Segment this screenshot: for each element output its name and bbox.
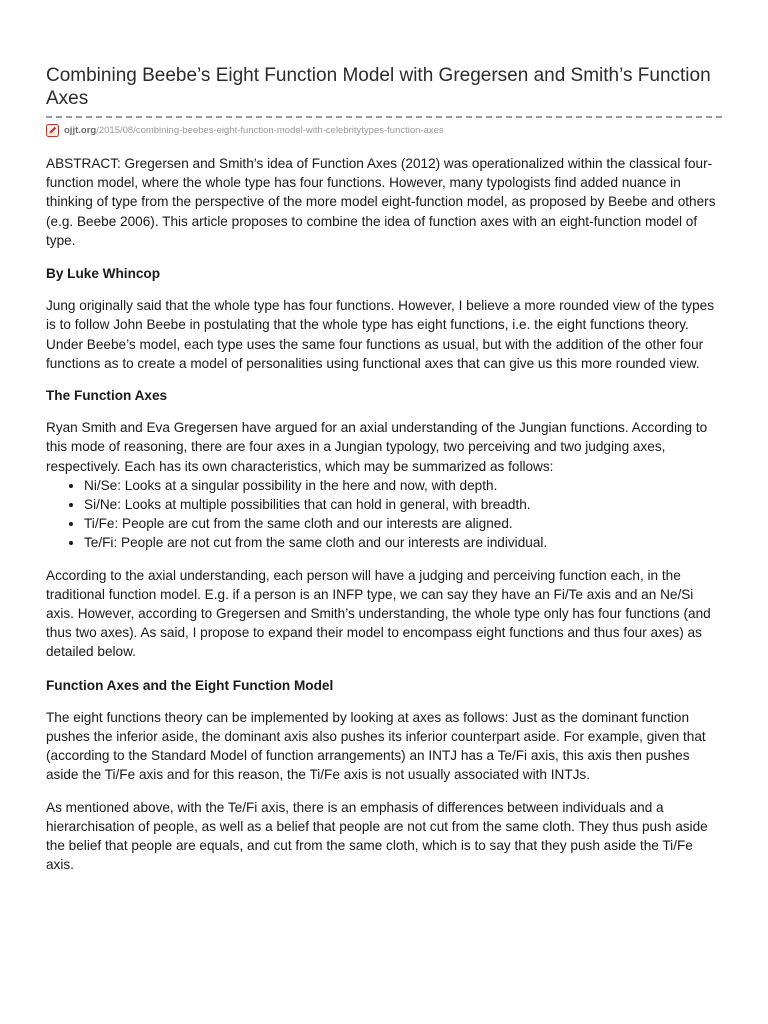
list-item: • Ti/Fe: People are cut from the same cloth and our interests are aligned. [84,514,722,533]
function-axes-paragraph: Ryan Smith and Eva Gregersen have argued for an axial understanding of the Jungian functions. According to this mode of reasoning, there are four axes in a Jungian typology, two perceiving and two judging axes, respectively. Each has its own characteristics, which may be summarized as follows: [46,420,708,474]
intro-paragraph: Jung originally said that the whole type has four functions. However, I believe a more rounded view of the types is to follow John Beebe in postulating that the whole type has eight functions, i.e. the eight functions theory. Under Beebe’s model, each type uses the same four functions as usual, but with the addition of the other four functions as to create a model of personalities using functional axes that can give us this more rounded view. [46,298,714,371]
list-item: • Te/Fi: People are not cut from the same cloth and our interests are individual. [84,533,722,552]
eight-functions-paragraph: The eight functions theory can be implemented by looking at axes as follows: Just as the dominant function pushes the inferior aside, the dominant axis also pushes its inferior counterpart aside. For example, given that (according to the Standard Model of function arrangements) an INTJ has a Te/Fi axis, this axis then pushes aside the Ti/Fe axis and for this reason, the Ti/Fe axis is not usually associated with INTJs. [46,709,706,783]
source-line [46,123,722,137]
section-heading-eight-function-model: Function Axes and the Eight Function Model [46,677,334,693]
axes-list [46,476,722,553]
te-fi-axis-paragraph: As mentioned above, with the Te/Fi axis, there is an emphasis of differences between individuals and a hierarchisation of people, as well as a belief that people are not cut from the same cloth. They thus push aside the belief that people are equals, and cut from the same cloth, which is to say that they push aside the Ti/Fe axis. [46,799,708,873]
source-path[interactable]: /2015/08/combining-beebes-eight-function-model-with-celebritytypes-function-axes [96,124,444,136]
list-item: • Si/Ne: Looks at multiple possibilities that can hold in general, with breadth. [84,495,722,514]
section-heading-function-axes: The Function Axes [46,388,168,404]
axial-understanding-paragraph: According to the axial understanding, each person will have a judging and perceiving function each, in the traditional function model. E.g. if a person is an INFP type, we can say they have an Fi/Te axis and an Ne/Si axis. However, according to Gregersen and Smith’s understanding, the whole type only has four functions (and thus two axes). As said, I propose to expand their model to encompass eight functions and thus four axes) as detailed below. [46,567,711,660]
list-item: • Ni/Se: Looks at a singular possibility in the here and now, with depth. [84,476,722,495]
source-domain-link[interactable]: ojjt.org [64,124,97,136]
byline: By Luke Whincop [46,266,161,282]
article [46,64,722,875]
abstract: ABSTRACT: Gregersen and Smith’s idea of Function Axes (2012) was operationalized within the classical four-function model, where the whole type has four functions. However, many typologists find added nuance in thinking of type from the perspective of the more model eight-function model, as proposed by Beebe and others (e.g. Beebe 2006). This article proposes to combine the idea of function axes with an eight-function model of type. [46,156,716,248]
page-title: Combining Beebe’s Eight Function Model with Gregersen and Smith’s Function Axes [46,64,722,118]
edit-pencil-icon [46,124,59,137]
